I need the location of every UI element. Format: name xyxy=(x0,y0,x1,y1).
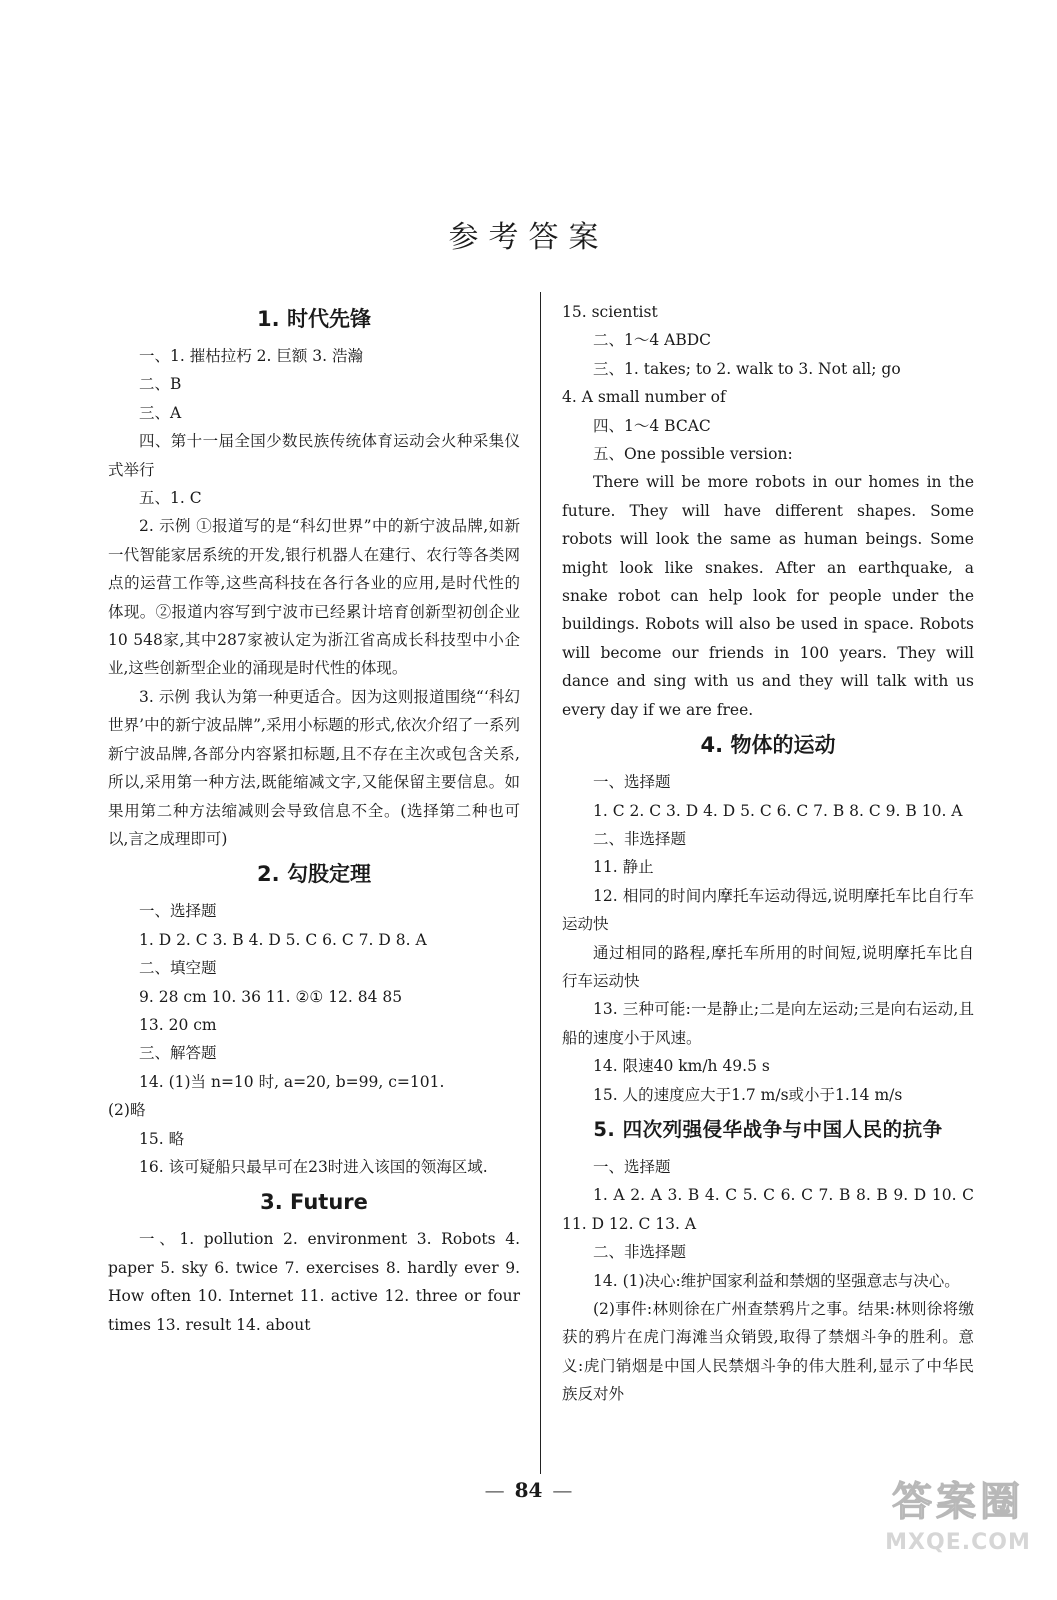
answer-paragraph: 通过相同的路程,摩托车所用的时间短,说明摩托车比自行车运动快 xyxy=(562,943,974,990)
answer-line: 14. 限速40 km/h 49.5 s xyxy=(593,1057,770,1076)
answer-paragraph: 一、1. pollution 2. environment 3. Robots 4. paper 5. sky 6. twice 7. exercises 8. hardly ever 9. How often 10. Internet 11. active 12. three or four times 13. result 14. about xyxy=(108,1230,520,1334)
answer-line: 13. 20 cm xyxy=(139,1015,217,1034)
section-heading-5: 5. 四次列强侵华战争与中国人民的抗争 xyxy=(593,1117,943,1141)
answer-paragraph: 2. 示例 ①报道写的是“科幻世界”中的新宁波品牌,如新一代智能家居系统的开发,银行机器人在建行、农行等各类网点的运营工作等,这些高科技在各行各业的应用,是时代性的体现。②报道内容写到宁波市已经累计培育创新型初创企业10 548家,其中287家被认定为浙江省高成长科技型中小企业,这些创新型企业的涌现是时代性的体现。 xyxy=(108,517,520,678)
answer-line: 四、第十一届全国少数民族传统体育运动会火种采集仪式举行 xyxy=(108,432,520,479)
answer-line: 4. A small number of xyxy=(562,388,726,407)
page-title: 参考答案 xyxy=(448,220,609,255)
watermark-cn: 答案圈 xyxy=(892,1479,1024,1525)
answer-line: 五、1. C xyxy=(139,489,202,508)
answer-line: 一、选择题 xyxy=(139,902,217,921)
answer-line: 9. 28 cm 10. 36 11. ②① 12. 84 85 xyxy=(139,987,403,1006)
answer-line: 11. 静止 xyxy=(593,858,654,877)
page-number-value: 84 xyxy=(514,1478,543,1502)
answer-line: 二、非选择题 xyxy=(593,829,687,848)
answer-paragraph: 13. 三种可能:一是静止;二是向左运动;三是向右运动,且船的速度小于风速。 xyxy=(562,1000,974,1047)
answer-line: 三、A xyxy=(139,403,182,422)
answer-line: 1. C 2. C 3. D 4. D 5. C 6. C 7. B 8. C 9. B 10. A xyxy=(593,801,963,820)
answer-paragraph: 14. (1)决心:维护国家利益和禁烟的坚强意志与决心。 xyxy=(593,1271,960,1290)
answer-line: 一、选择题 xyxy=(593,1157,671,1176)
page-number-dash-left: — xyxy=(484,1478,505,1502)
answer-line: 14. (1)当 n=10 时, a=20, b=99, c=101. xyxy=(139,1072,445,1091)
answer-line: 1. D 2. C 3. B 4. D 5. C 6. C 7. D 8. A xyxy=(139,930,427,949)
answer-line: 一、1. 摧枯拉朽 2. 巨额 3. 浩瀚 xyxy=(139,347,364,365)
answer-line: 二、填空题 xyxy=(139,959,217,978)
section-heading-2: 2. 勾股定理 xyxy=(257,862,371,887)
page-number-dash-right: — xyxy=(552,1478,573,1502)
answer-line: 三、解答题 xyxy=(139,1044,217,1063)
answer-line: 三、1. takes; to 2. walk to 3. Not all; go xyxy=(593,359,901,378)
section-heading-3: 3. Future xyxy=(260,1190,368,1215)
answer-line: 一、选择题 xyxy=(593,773,671,792)
answer-line: 15. 略 xyxy=(139,1129,185,1148)
watermark-logo xyxy=(883,1470,1033,1580)
answer-line: 五、One possible version: xyxy=(593,445,793,464)
answer-line: 15. scientist xyxy=(562,303,658,321)
watermark-en: MXQE.COM xyxy=(885,1530,1031,1555)
answer-line: 四、1～4 BCAC xyxy=(593,416,711,435)
section-heading-4: 4. 物体的运动 xyxy=(700,733,836,758)
answer-paragraph: 3. 示例 我认为第一种更适合。因为这则报道围绕“‘科幻世界’中的新宁波品牌”,采用小标题的形式,依次介绍了一系列新宁波品牌,各部分内容紧扣标题,且不存在主次或包含关系,所以,采用第一种方法,既能缩减文字,又能保留主要信息。如果用第二种方法缩减则会导致信息不全。(选择第二种也可以,言之成理即可) xyxy=(108,687,520,848)
answer-line: 二、B xyxy=(139,375,182,394)
section-heading-1: 1. 时代先锋 xyxy=(257,307,371,331)
answer-line: 二、非选择题 xyxy=(593,1243,687,1262)
right-column xyxy=(562,298,974,1409)
answer-paragraph: (2)事件:林则徐在广州查禁鸦片之事。结果:林则徐将缴获的鸦片在虎门海滩当众销毁,取得了禁烟斗争的胜利。意义:虎门销烟是中国人民禁烟斗争的伟大胜利,显示了中华民族反对外 xyxy=(562,1300,974,1404)
answer-line: (2)略 xyxy=(108,1101,146,1120)
left-column xyxy=(108,298,520,1339)
answer-line: 16. 该可疑船只最早可在23时进入该国的领海区域. xyxy=(139,1157,488,1176)
answer-paragraph: 12. 相同的时间内摩托车运动得远,说明摩托车比自行车运动快 xyxy=(562,886,974,934)
answer-line: 1. A 2. A 3. B 4. C 5. C 6. C 7. B 8. B 9. D 10. C 11. D 12. C 13. A xyxy=(562,1186,974,1233)
essay-paragraph: There will be more robots in our homes in the future. They will have different shapes. Some robots will look the same as human beings. Some might look like snakes. After an earthquake, a snake robot can help look for people under the buildings. Robots will also be used in space. Robots will become our friends in 100 years. They will dance and sing with us and they will talk with us every day if we are free. xyxy=(562,473,974,719)
answer-line: 二、1～4 ABDC xyxy=(593,331,712,350)
column-divider xyxy=(540,292,541,1474)
answer-line: 15. 人的速度应大于1.7 m/s或小于1.14 m/s xyxy=(593,1085,903,1104)
